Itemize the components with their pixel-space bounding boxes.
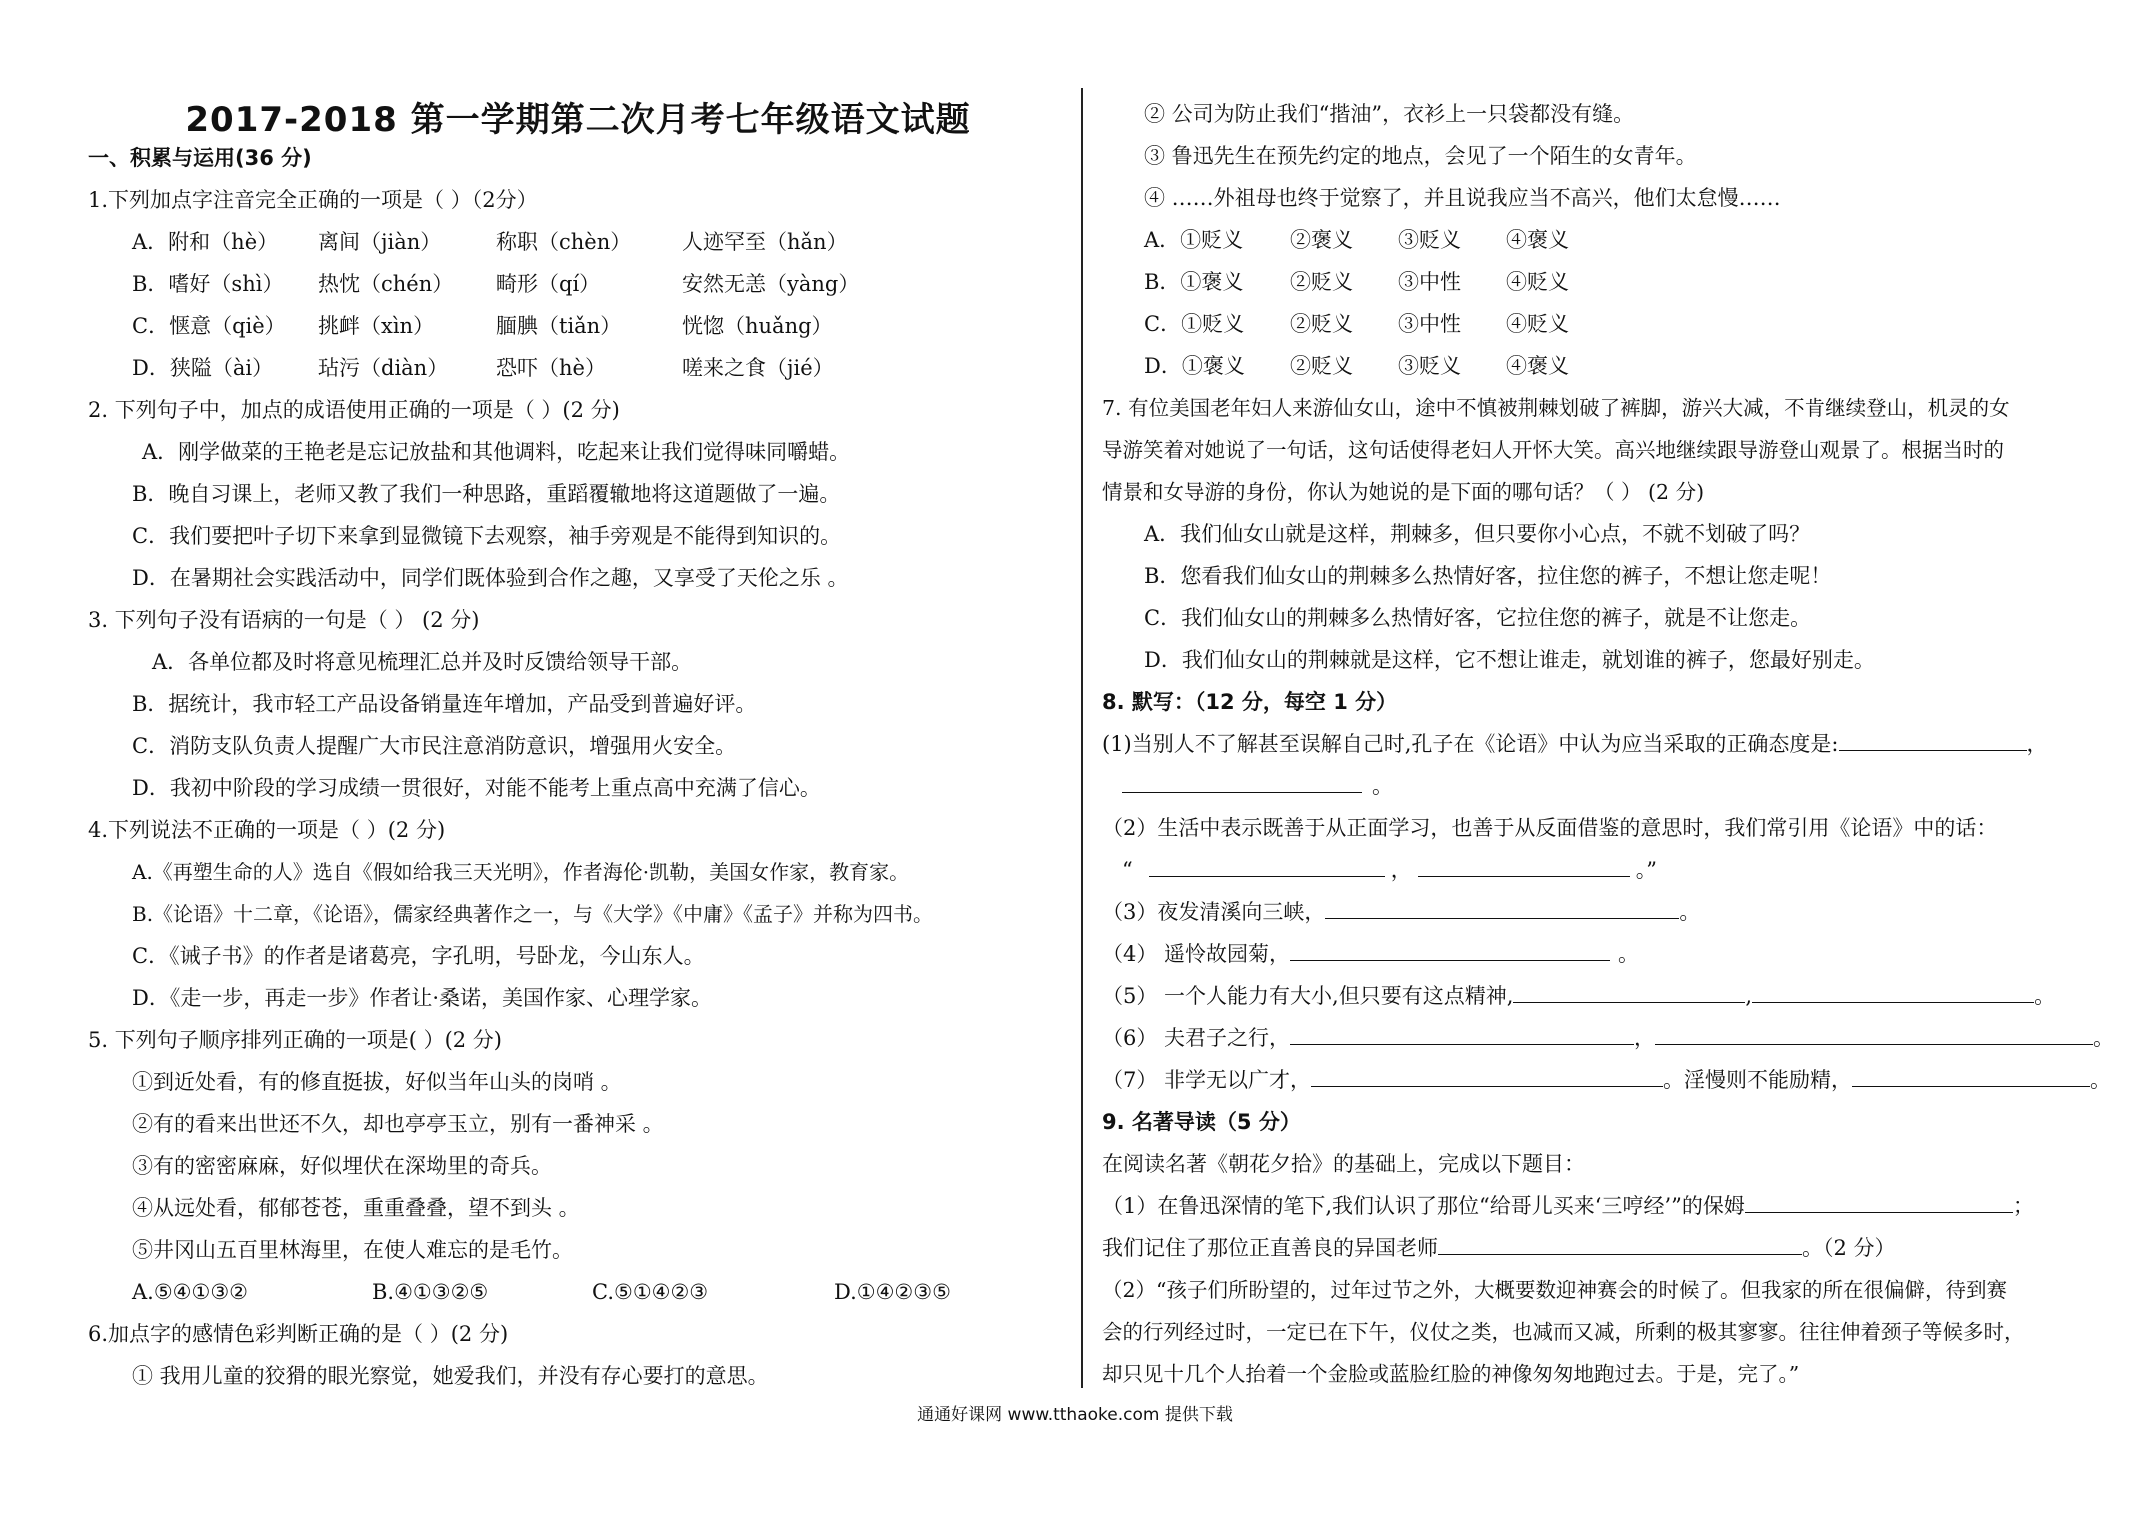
q7-option: A．我们仙女山就是这样，荆棘多，但只要你小心点，不就不划破了吗？ xyxy=(1144,522,1811,546)
q9-stem: 9. 名著导读（5 分） xyxy=(1102,1110,1301,1134)
q8-line xyxy=(1102,1066,2111,1094)
q6-choice: ②贬义 xyxy=(1290,270,1353,294)
q2-option: D．在暑期社会实践活动中，同学们既体验到合作之趣，又享受了天伦之乐 。 xyxy=(132,566,849,590)
q8-line xyxy=(1102,730,2048,758)
answer-blank[interactable] xyxy=(1122,772,1362,793)
q5-item: ②有的看来出世还不久，却也亭亭玉立，别有一番神采 。 xyxy=(132,1112,664,1136)
q4-stem: 4.下列说法不正确的一项是（ ）(2 分) xyxy=(88,818,446,842)
q1-row: 挑衅（xìn） xyxy=(318,314,435,338)
q1-row: C．惬意（qiè） xyxy=(132,314,286,338)
q6-choice: ③中性 xyxy=(1398,312,1461,336)
q8-punct: 。 xyxy=(2093,1026,2115,1050)
q8-punct: 。 xyxy=(2090,1068,2112,1092)
q6-choice: ②贬义 xyxy=(1290,312,1353,336)
q1-row: 安然无恙（yàng） xyxy=(682,272,860,296)
q8-line xyxy=(1102,1024,2114,1052)
q8-punct: 。 xyxy=(1618,942,1640,966)
q8-punct: 。” xyxy=(1635,858,1657,882)
answer-blank[interactable] xyxy=(1290,940,1610,961)
q6-choice: ④贬义 xyxy=(1506,270,1569,294)
q1-row: 腼腆（tiǎn） xyxy=(496,314,622,338)
answer-blank[interactable] xyxy=(1745,1192,2013,1213)
answer-blank[interactable] xyxy=(1311,1066,1663,1087)
q1-row: 恍惚（huǎng） xyxy=(682,314,833,338)
q1-row: 畸形（qí） xyxy=(496,272,601,296)
page-footer: 通通好课网 www.tthaoke.com 提供下载 xyxy=(917,1405,1233,1425)
q5-choice: A.⑤④①③② xyxy=(132,1280,248,1304)
q8-line xyxy=(1102,982,2055,1010)
q6-item: ④ ……外祖母也终于觉察了，并且说我应当不高兴，他们太怠慢…… xyxy=(1144,186,1781,210)
q6-choice: B．①褒义 xyxy=(1144,270,1244,294)
answer-blank[interactable] xyxy=(1513,982,1745,1003)
q7-option: C．我们仙女山的荆棘多么热情好客，它拉住您的裤子，就是不让您走。 xyxy=(1144,606,1812,630)
q1-row: B．嗜好（shì） xyxy=(132,272,284,296)
q4-option: A.《再塑生命的人》选自《假如给我三天光明》，作者海伦·凯勒，美国女作家，教育家。 xyxy=(132,860,910,884)
q1-row: A．附和（hè） xyxy=(132,230,279,254)
q6-choice: A．①贬义 xyxy=(1144,228,1244,252)
q6-stem: 6.加点字的感情色彩判断正确的是（ ）(2 分) xyxy=(88,1322,509,1346)
answer-blank[interactable] xyxy=(1325,898,1679,919)
q6-choice: C．①贬义 xyxy=(1144,312,1245,336)
q1-stem: 1.下列加点字注音完全正确的一项是（ ）（2分） xyxy=(88,188,538,212)
q8-prompt: （3）夜发清溪向三峡， xyxy=(1102,900,1326,924)
q5-item: ③有的密密麻麻，好似埋伏在深坳里的奇兵。 xyxy=(132,1154,552,1178)
q2-option: A．刚学做菜的王艳老是忘记放盐和其他调料，吃起来让我们觉得味同嚼蜡。 xyxy=(142,440,851,464)
q6-choice: ③贬义 xyxy=(1398,354,1461,378)
q8-stem: 8. 默写：（12 分，每空 1 分） xyxy=(1102,690,1398,714)
q8-line xyxy=(1122,856,1657,884)
q7-option: D．我们仙女山的荆棘就是这样，它不想让谁走，就划谁的裤子，您最好别走。 xyxy=(1144,648,1875,672)
q5-item: ⑤井冈山五百里林海里，在使人难忘的是毛竹。 xyxy=(132,1238,573,1262)
q6-choice: ②褒义 xyxy=(1290,228,1353,252)
q8-punct: , xyxy=(1745,984,1753,1008)
q8-punct: 。 xyxy=(1679,900,1701,924)
q8-line xyxy=(1102,898,1700,926)
q7-stem: 7. 有位美国老年妇人来游仙女山，途中不慎被荆棘划破了裤脚，游兴大减，不肯继续登山，机灵的女 xyxy=(1102,396,2010,420)
answer-blank[interactable] xyxy=(1290,1024,1634,1045)
q6-choice: ④贬义 xyxy=(1506,312,1569,336)
column-divider xyxy=(1081,88,1083,1388)
q3-option: B．据统计，我市轻工产品设备销量连年增加，产品受到普遍好评。 xyxy=(132,692,757,716)
q4-option: D．《走一步，再走一步》作者让·桑诺，美国作家、心理学家。 xyxy=(132,986,713,1010)
q6-choice: ②贬义 xyxy=(1290,354,1353,378)
q2-option: C．我们要把叶子切下来拿到显微镜下去观察，袖手旁观是不能得到知识的。 xyxy=(132,524,842,548)
q8-punct: “ xyxy=(1122,858,1133,882)
q3-option: A．各单位都及时将意见梳理汇总并及时反馈给领导干部。 xyxy=(152,650,693,674)
q5-item: ④从远处看，郁郁苍苍，重重叠叠，望不到头 。 xyxy=(132,1196,580,1220)
q8-punct: 。淫慢则不能励精， xyxy=(1663,1068,1853,1092)
q2-stem: 2. 下列句子中，加点的成语使用正确的一项是（ ）(2 分) xyxy=(88,398,620,422)
q8-line: （2）生活中表示既善于从正面学习，也善于从反面借鉴的意思时，我们常引用《论语》中的话： xyxy=(1102,816,1998,840)
q8-prompt: (1)当别人不了解甚至误解自己时,孔子在《论语》中认为应当采取的正确态度是: xyxy=(1102,732,1839,756)
q9-passage: 却只见十几个人抬着一个金脸或蓝脸红脸的神像匆匆地跑过去。于是，完了。” xyxy=(1102,1362,1800,1386)
q3-stem: 3. 下列句子没有语病的一句是（ ） (2 分) xyxy=(88,608,480,632)
q9-passage: 会的行列经过时，一定已在下午，仪仗之类，也减而又减，所剩的极其寥寥。往往伸着颈子等候多时， xyxy=(1102,1320,2025,1344)
answer-blank[interactable] xyxy=(1418,856,1630,877)
q2-option: B．晚自习课上，老师又教了我们一种思路，重蹈覆辙地将这道题做了一遍。 xyxy=(132,482,841,506)
q8-punct: ， xyxy=(2026,732,2048,756)
answer-blank[interactable] xyxy=(1839,730,2027,751)
answer-blank[interactable] xyxy=(1149,856,1385,877)
q6-choice: D．①褒义 xyxy=(1144,354,1245,378)
q8-prompt: （4） 遥怜故园菊， xyxy=(1102,942,1291,966)
q9-prompt: （1）在鲁迅深情的笔下,我们认识了那位“给哥儿买来‘三哼经’”的保姆 xyxy=(1102,1194,1745,1218)
q1-row: 热忱（chén） xyxy=(318,272,454,296)
q7-stem: 导游笑着对她说了一句话，这句话使得老妇人开怀大笑。高兴地继续跟导游登山观景了。根据当时的 xyxy=(1102,438,2004,462)
q5-choice: C.⑤①④②③ xyxy=(592,1280,709,1304)
q7-stem: 情景和女导游的身份，你认为她说的是下面的哪句话？（ ） (2 分) xyxy=(1102,480,1705,504)
q9-punct: ； xyxy=(2012,1194,2034,1218)
q4-option: C．《诫子书》的作者是诸葛亮，字孔明，号卧龙，今山东人。 xyxy=(132,944,705,968)
q8-line xyxy=(1102,940,1639,968)
q6-choice: ③中性 xyxy=(1398,270,1461,294)
q8-punct: 。 xyxy=(1372,774,1393,798)
q6-choice: ④褒义 xyxy=(1506,354,1569,378)
q3-option: C．消防支队负责人提醒广大市民注意消防意识，增强用火安全。 xyxy=(132,734,737,758)
q8-line xyxy=(1122,772,1393,800)
q9-punct: 。（2 分） xyxy=(1802,1236,1896,1260)
q1-row: 人迹罕至（hǎn） xyxy=(682,230,848,254)
q1-row: D．狭隘（ài） xyxy=(132,356,274,380)
answer-blank[interactable] xyxy=(1852,1066,2090,1087)
q5-item: ①到近处看，有的修直挺拔，好似当年山头的岗哨 。 xyxy=(132,1070,622,1094)
q1-row: 恐吓（hè） xyxy=(496,356,606,380)
q8-punct: ， xyxy=(1634,1026,1656,1050)
q6-item: ② 公司为防止我们“揩油”，衣衫上一只袋都没有缝。 xyxy=(1144,102,1635,126)
q8-prompt: （6） 夫君子之行， xyxy=(1102,1026,1291,1050)
q1-row: 离间（jiàn） xyxy=(318,230,442,254)
q8-punct: ， xyxy=(1390,858,1412,882)
q9-prompt: 我们记住了那位正直善良的异国老师 xyxy=(1102,1236,1438,1260)
q5-choice: D.①④②③⑤ xyxy=(834,1280,951,1304)
section-heading: 一、积累与运用(36 分) xyxy=(88,146,312,170)
q7-option: B．您看我们仙女山的荆棘多么热情好客，拉住您的裤子，不想让您走呢！ xyxy=(1144,564,1832,588)
q1-row: 称职（chèn） xyxy=(496,230,632,254)
q8-prompt: （5） 一个人能力有大小,但只要有这点精神, xyxy=(1102,984,1514,1008)
q8-prompt: （7） 非学无以广才， xyxy=(1102,1068,1312,1092)
q1-row: 玷污（diàn） xyxy=(318,356,449,380)
exam-title: 2017-2018 第一学期第二次月考七年级语文试题 xyxy=(185,100,971,140)
q1-row: 嗟来之食（jié） xyxy=(682,356,834,380)
answer-blank[interactable] xyxy=(1655,1024,2093,1045)
q3-option: D．我初中阶段的学习成绩一贯很好，对能不能考上重点高中充满了信心。 xyxy=(132,776,821,800)
answer-blank[interactable] xyxy=(1438,1234,1802,1255)
q6-item: ③ 鲁迅先生在预先约定的地点，会见了一个陌生的女青年。 xyxy=(1144,144,1697,168)
answer-blank[interactable] xyxy=(1752,982,2034,1003)
q8-punct: 。 xyxy=(2034,984,2056,1008)
q6-item: ① 我用儿童的狡猾的眼光察觉，她爱我们，并没有存心要打的意思。 xyxy=(132,1364,769,1388)
q6-choice: ④褒义 xyxy=(1506,228,1569,252)
q6-choice: ③贬义 xyxy=(1398,228,1461,252)
q4-option: B.《论语》十二章，《论语》，儒家经典著作之一，与《大学》《中庸》《孟子》并称为四书。 xyxy=(132,902,934,926)
q9-line xyxy=(1102,1192,2034,1220)
q5-stem: 5. 下列句子顺序排列正确的一项是( ）(2 分) xyxy=(88,1028,502,1052)
q9-intro: 在阅读名著《朝花夕拾》的基础上，完成以下题目： xyxy=(1102,1152,1585,1176)
q9-line xyxy=(1102,1234,1896,1262)
q9-passage: （2）“孩子们所盼望的，过年过节之外，大概要数迎神赛会的时候了。但我家的所在很偏僻，待到赛 xyxy=(1102,1278,2008,1302)
q5-choice: B.④①③②⑤ xyxy=(372,1280,489,1304)
